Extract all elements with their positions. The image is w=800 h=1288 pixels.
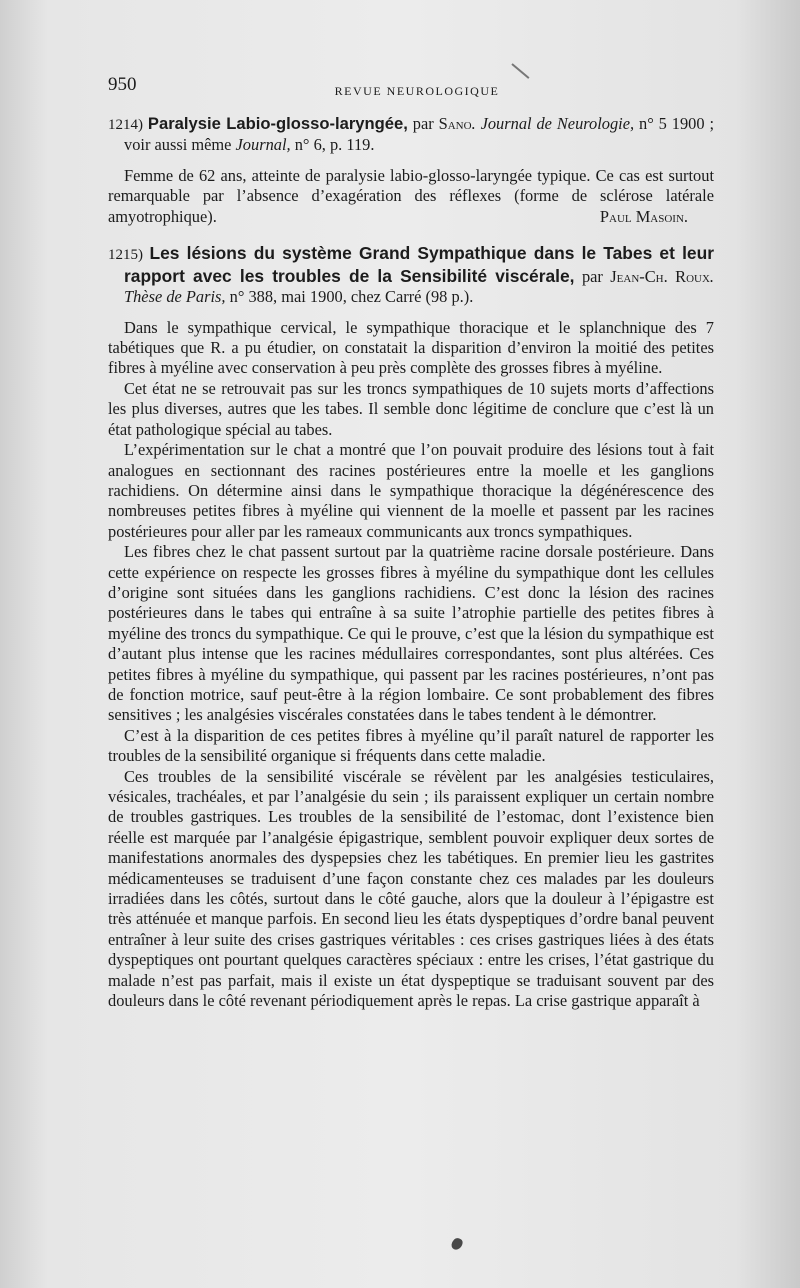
paragraph: C’est à la disparition de ces petites fibres à myéline qu’il paraît naturel de rapporter les troubles de la sensibilité organique si fréquents dans cette maladie.: [108, 725, 714, 766]
citation-journal-2: Journal,: [235, 135, 291, 155]
entry-title: Les lésions du système Grand Sympathique dans le Tabes et leur rapport avec les troubles de la Sensibilité viscérale,: [124, 243, 714, 286]
entry-number: 1215): [108, 247, 143, 264]
entry-author: Jean-Ch. Roux: [610, 266, 710, 286]
page-body: [108, 114, 714, 1011]
citation-by: par: [407, 114, 439, 133]
entry-author: Sano: [438, 114, 472, 133]
paragraph: L’expérimentation sur le chat a montré que l’on pouvait produire des lésions tout à fait analogues en sectionnant des racines postérieures entre la moelle et les ganglions rachidiens. On détermine ainsi dans le sympathique thoracique la dégénérescence des nombreuses petites fibres à myéline qui viennent de la moelle et passent par les racines postérieures pour aller par les rameaux communicants aux troncs sympathiques.: [108, 440, 714, 541]
citation-journal: . Thèse de Paris,: [124, 266, 715, 307]
entry-heading: [108, 114, 714, 156]
entry-1214: [108, 114, 714, 227]
page-number: 950: [108, 74, 137, 95]
paragraph: Dans le sympathique cervical, le sympathique thoracique et le splanchnique des 7 tabétiques que R. a pu étudier, on constatait la disparition d’environ la moitié des petites fibres à myéline avec conservation à peu près complète des grosses fibres à myéline.: [108, 317, 714, 378]
entry-1215: [108, 243, 714, 1011]
ink-blot: [450, 1236, 464, 1251]
page-header: [108, 74, 716, 98]
paragraph: Femme de 62 ans, atteinte de paralysie labio-glosso-laryngée typique. Ce cas est surtout remarquable par l’absence d’exagération des réflexes (forme de sclérose latérale amyotrophique).: [108, 165, 714, 226]
paragraph: Cet état ne se retrouvait pas sur les troncs sympathiques de 10 sujets morts d’affections les plus diverses, autres que les tabes. Il semble donc légitime de conclure que c’est là un état pathologique spécial au tabes.: [108, 378, 714, 439]
citation-journal: . Journal de Neurologie,: [471, 114, 635, 133]
reviewer-signature: Paul Masoin.: [599, 207, 688, 227]
citation-details: n° 388, mai 1900, chez Carré (98 p.).: [225, 287, 474, 307]
running-title: REVUE NEUROLOGIQUE: [334, 84, 500, 98]
citation-end: n° 6, p. 119.: [290, 135, 375, 155]
entry-title: Paralysie Labio-glosso-laryngée,: [147, 114, 408, 133]
citation-by: par: [574, 266, 611, 286]
entry-number: 1214): [108, 117, 143, 133]
entry-heading: [108, 243, 714, 307]
paragraph: Les fibres chez le chat passent surtout par la quatrième racine dorsale postérieure. Dans cette expérience on respecte les grosses fibres à myéline du sympathique dont les cellules d’origine sont situées dans les ganglions rachidiens. C’est donc la lésion des racines postérieures dans le tabes qui entraîne à sa suite l’atrophie partielle des petites fibres à myéline des troncs du sympathique. Ce qui le prouve, c’est que la lésion du sympathique est d’autant plus intense que les racines médullaires correspondantes, sont plus altérées. Ces petites fibres à myéline du sympathique, qui passent par les racines postérieures, n’ont pas de fonction motrice, sauf peut-être à la région lombaire. Ce sont probablement des fibres sensitives ; les analgésies viscérales constatées dans le tabes tendent à le démontrer.: [108, 542, 714, 725]
paragraph: Ces troubles de la sensibilité viscérale se révèlent par les analgésies testiculaires, vésicales, trachéales, et par l’analgésie du sein ; ils paraissent expliquer un certain nombre de troubles gastriques. Les troubles de la sensibilité de l’estomac, dont l’existence bien réelle est marquée par l’analgésie épigastrique, semblent pouvoir expliquer deux sortes de manifestations anormales des dyspepsies chez les tabétiques. En premier lieu les gastrites médicamenteuses se traduisent d’une façon constante chez ces malades par les douleurs irradiées dans les côtés, surtout dans le côté gauche, alors que la douleur à l’épigastre est très atténuée et manque parfois. En second lieu les états dyspeptiques d’ordre banal peuvent entraîner à leur suite des crises gastriques véritables : ces crises gastriques liées à des états dyspeptiques ont pourtant quelques caractères spéciaux : entre les crises, l’état gastrique du malade n’est pas parfait, mais il existe un état dyspeptique se traduisant souvent par des douleurs dans le côté revenant périodiquement après le repas. La crise gastrique apparaît à: [108, 766, 714, 1011]
citation-details: n° 5 1900 ; voir aussi même: [124, 114, 715, 155]
